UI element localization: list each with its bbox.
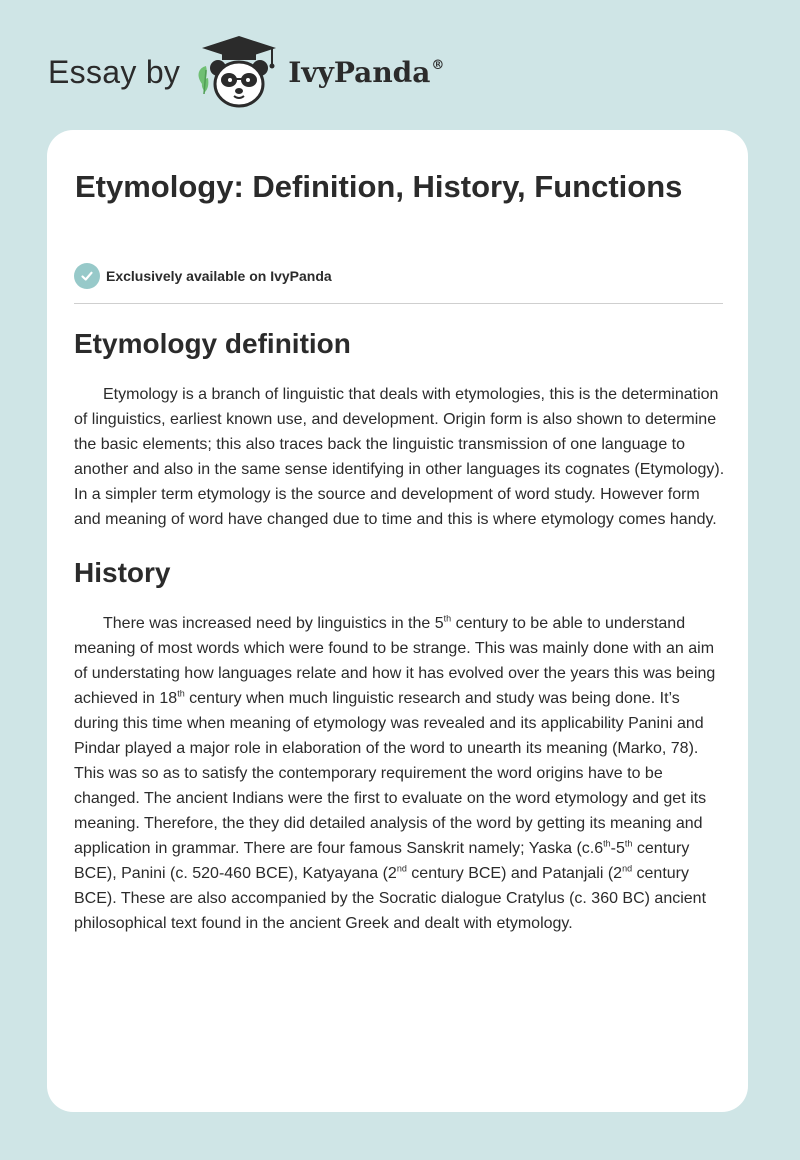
panda-logo-icon[interactable] [194,32,284,112]
essay-body [74,324,728,936]
exclusive-badge [74,263,332,289]
divider [74,303,723,304]
trademark-symbol: ® [431,57,445,73]
brand-name[interactable]: IvyPanda® [288,55,445,89]
section-heading-definition: Etymology definition [74,328,351,359]
section-heading-history: History [74,557,171,588]
site-header [48,32,444,112]
paragraph-history: There was increased need by linguistics in the 5th century to be able to understand meaning of most words which were found to be strange. This was mainly done with an aim of understating how languages relate and how it has evolved over the years this was being achieved in 18th century when much linguistic research and study was being done. It’s during this time when meaning of etymology was revealed and its applicability Panini and Pindar played a major role in elaboration of the word to unearth its meaning (Marko, 78). This was so as to satisfy the contemporary requirement the word origins have to be changed. The ancient Indians were the first to evaluate on the word etymology and get its meaning. Therefore, the they did detailed analysis of the word by getting its meaning and application in grammar. There are four famous Sanskrit namely; Yaska (c.6th-5th century BCE), Panini (c. 520-460 BCE), Katyayana (2nd century BCE) and Patanjali (2nd century BCE). These are also accompanied by the Socratic dialogue Cratylus (c. 360 BC) ancient philosophical text found in the ancient Greek and dealt with etymology. [74,613,716,932]
check-icon [74,263,100,289]
essay-title: Etymology: Definition, History, Functions [75,169,683,204]
paragraph-definition: Etymology is a branch of linguistic that deals with etymologies, this is the determination of linguistics, earliest known use, and development. Origin form is also shown to determine the basic elements; this also traces back the linguistic transmission of one language to another and also in the same sense identifying in other languages its cognates (Etymology). In a simpler term etymology is the source and development of word study. However form and meaning of word have changed due to time and this is where etymology comes handy. [74,386,725,528]
essay-card [47,130,748,1112]
essay-by-label: Essay by [48,53,181,90]
exclusive-label: Exclusively available on IvyPanda [106,268,332,284]
